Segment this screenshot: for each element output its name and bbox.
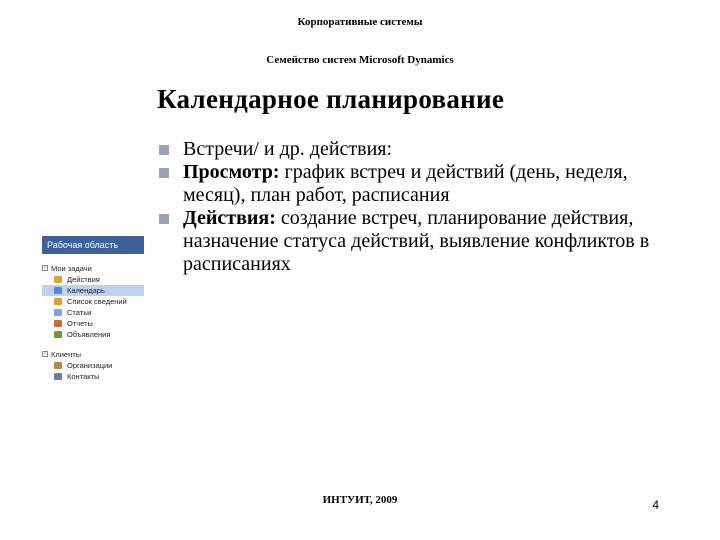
tree-spacer	[42, 340, 144, 349]
tree-item-label: Список сведений	[67, 297, 127, 306]
bullet-lead: Действия:	[183, 207, 276, 229]
bullet-text: Встречи/ и др. действия:	[183, 138, 393, 160]
footer-text: ИНТУИТ, 2009	[322, 494, 398, 506]
tree-item-activities[interactable]	[42, 274, 144, 285]
tree-item-label: Действия	[67, 275, 100, 284]
tree-item-organizations[interactable]	[42, 360, 144, 371]
tree-item-label: Объявления	[67, 330, 111, 339]
tree-item-label: Отчеты	[67, 319, 93, 328]
tree-item-label: Статьи	[67, 308, 92, 317]
bullet-square-icon	[159, 214, 169, 224]
course-header: Корпоративные системы	[297, 16, 423, 28]
tree-group-label: Мои задачи	[51, 264, 92, 273]
tree-group-label: Клиенты	[51, 350, 82, 359]
tree-item-label: Организации	[67, 361, 113, 370]
workspace-tree	[42, 254, 144, 382]
bullet-square-icon	[159, 168, 169, 178]
subtitle-header: Семейство систем Microsoft Dynamics	[266, 54, 454, 66]
announcements-icon	[54, 331, 62, 338]
bullet-item	[157, 207, 677, 276]
organizations-icon	[54, 362, 62, 369]
bullet-lead: Просмотр:	[183, 161, 280, 183]
tree-item-articles[interactable]	[42, 307, 144, 318]
tree-item-label: Календарь	[67, 286, 105, 295]
activities-icon	[54, 276, 62, 283]
tree-group-clients[interactable]	[42, 349, 144, 360]
workspace-panel-screenshot	[42, 236, 144, 381]
slide-title: Календарное планирование	[157, 84, 505, 114]
bullet-square-icon	[159, 145, 169, 155]
tree-item-info-list[interactable]	[42, 296, 144, 307]
bullet-text: график встреч и действий (день, неделя, месяц), план работ, расписания	[183, 161, 628, 206]
articles-icon	[54, 309, 62, 316]
collapse-icon[interactable]: −	[43, 265, 47, 271]
tree-item-reports[interactable]	[42, 318, 144, 329]
bullet-item	[157, 161, 677, 207]
tree-spacer	[42, 254, 144, 263]
tree-item-label: Контакты	[67, 372, 100, 381]
tree-item-calendar[interactable]	[42, 285, 144, 296]
collapse-icon[interactable]: −	[43, 351, 47, 357]
bullet-text: создание встреч, планирование действия, назначение статуса действий, выявление конфликтов в расписаниях	[183, 207, 650, 275]
workspace-panel-header: Рабочая область	[42, 236, 144, 254]
calendar-icon	[54, 287, 62, 294]
bullet-item	[157, 138, 677, 161]
tree-item-contacts[interactable]	[42, 371, 144, 382]
reports-icon	[54, 320, 62, 327]
tree-group-my-tasks[interactable]	[42, 263, 144, 274]
info-list-icon	[54, 298, 62, 305]
bullet-list	[157, 138, 677, 276]
tree-item-announcements[interactable]	[42, 329, 144, 340]
page-number: 4	[652, 498, 659, 512]
contacts-icon	[54, 373, 62, 380]
